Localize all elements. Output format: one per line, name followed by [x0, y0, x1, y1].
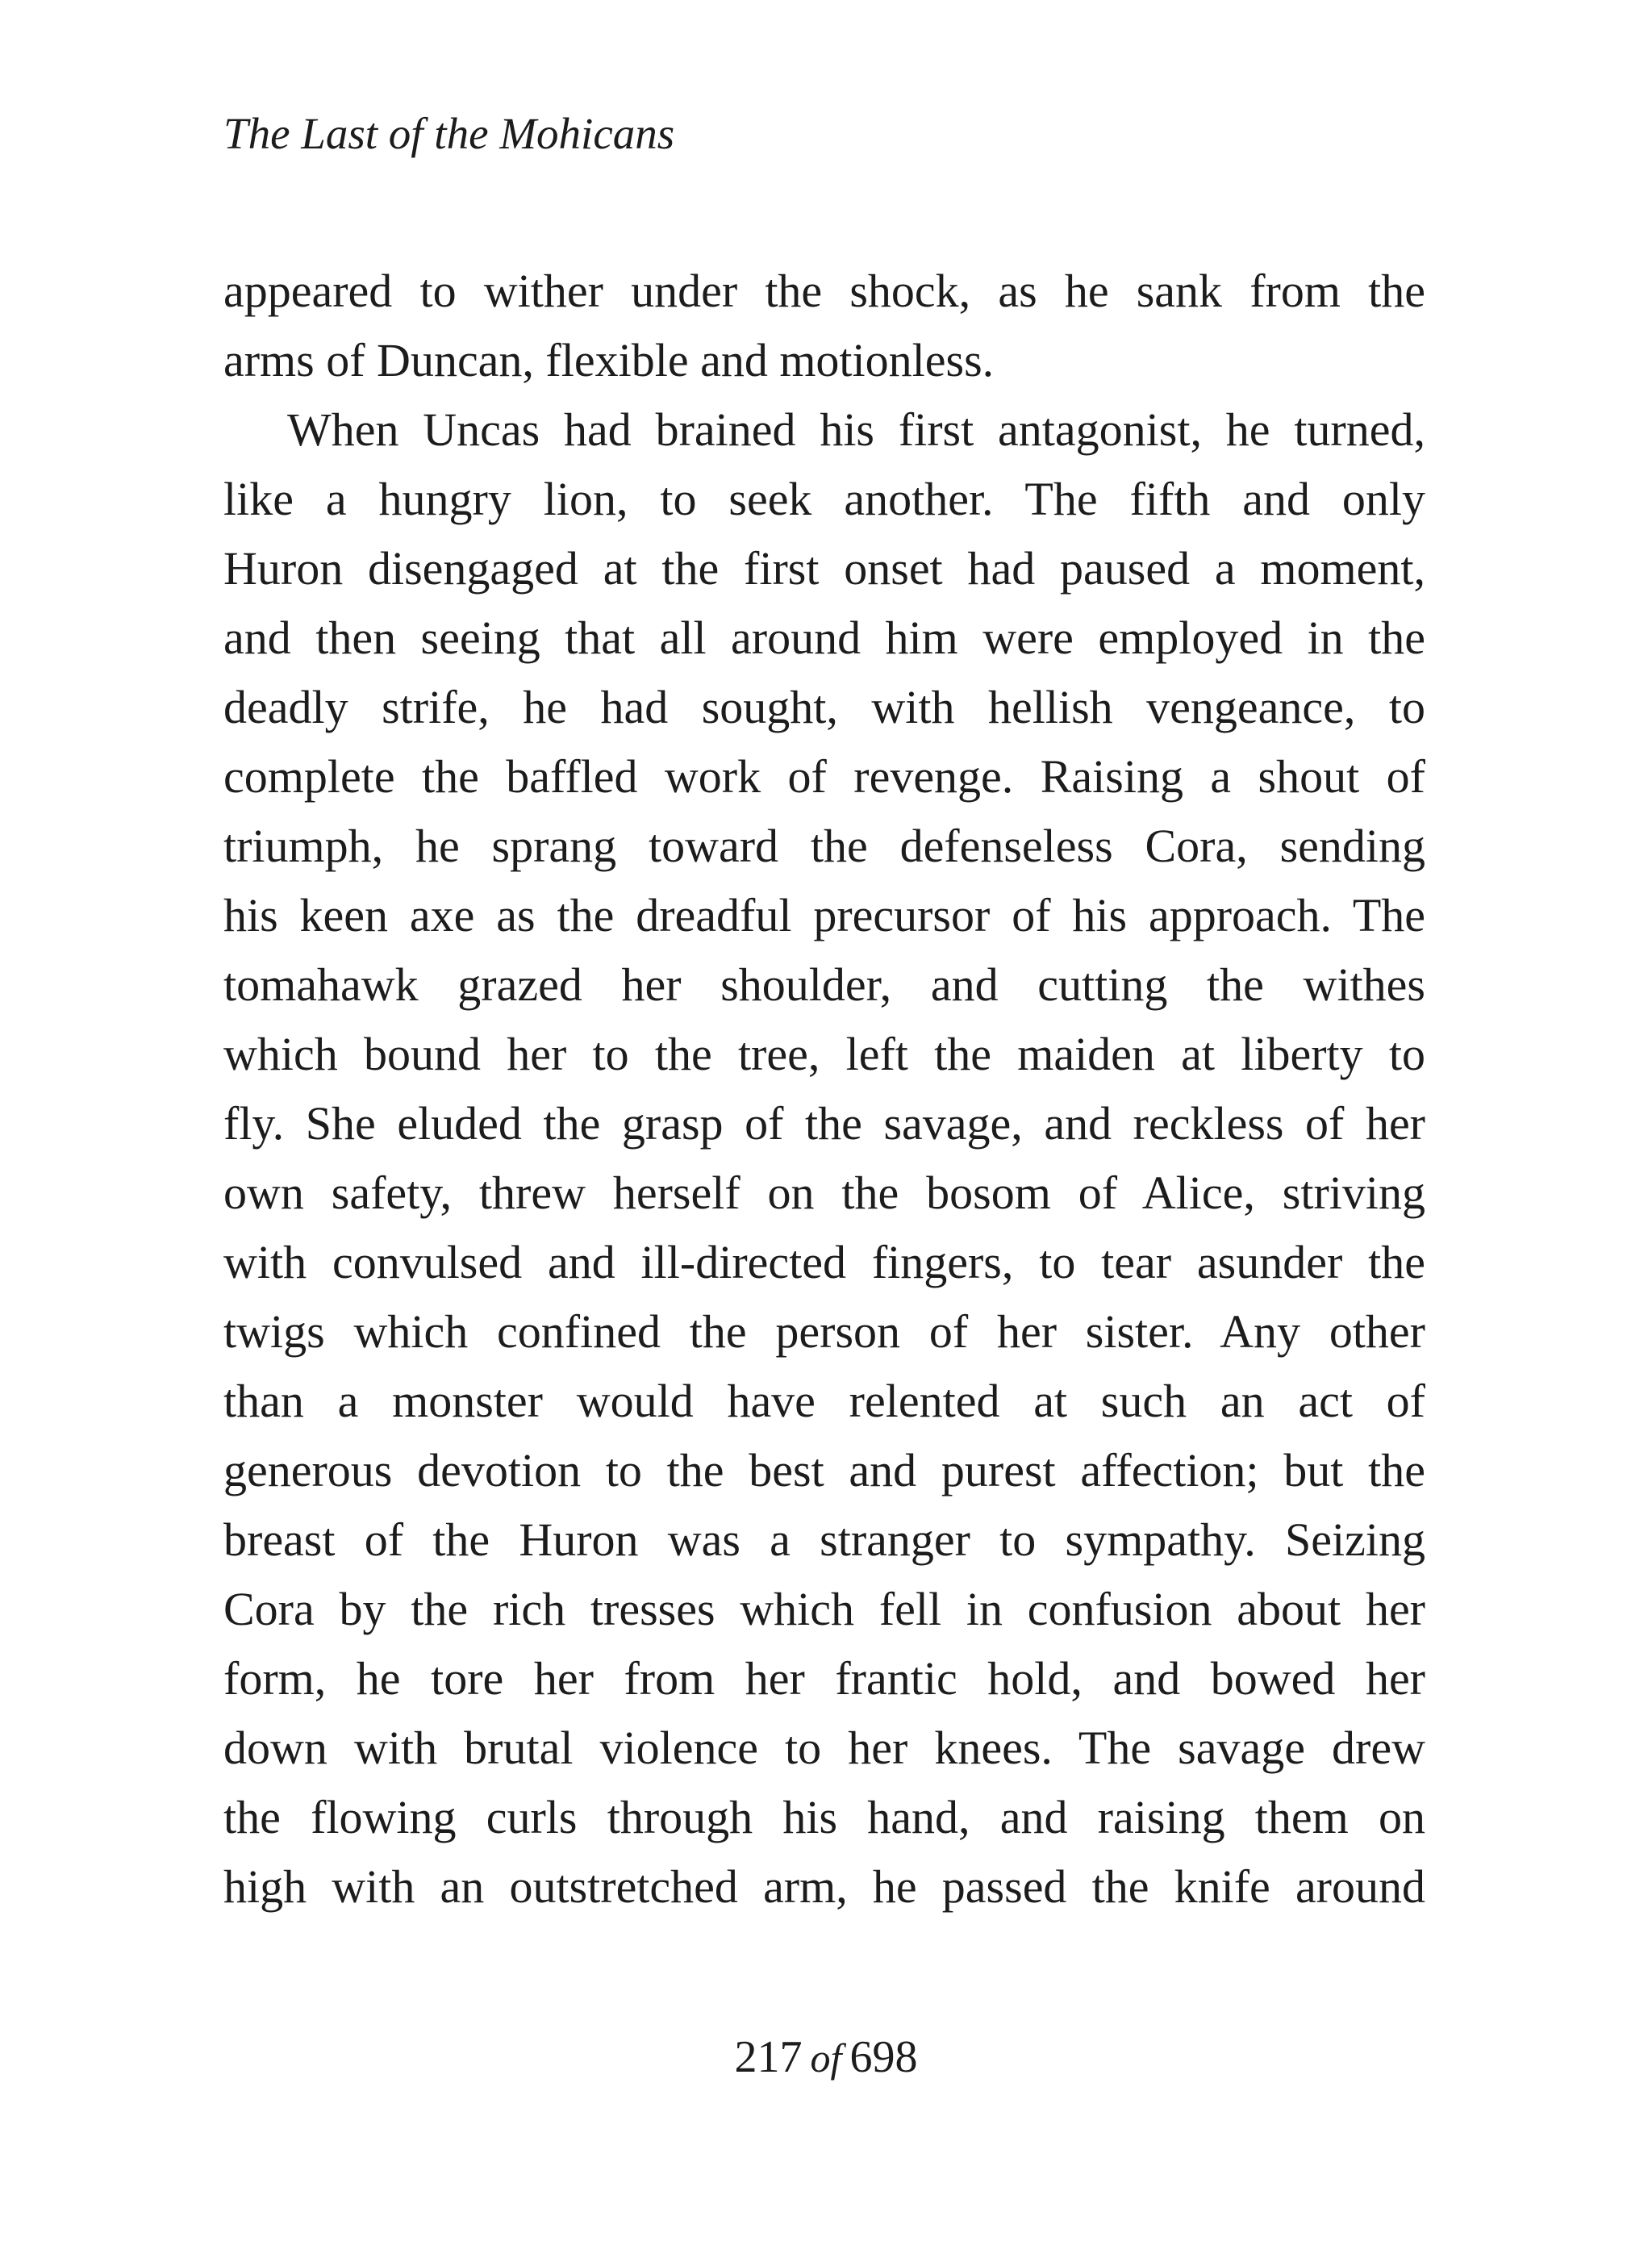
- text-line: than a monster would have relented at such an act of: [223, 1375, 1425, 1427]
- text-line: form, he tore her from her frantic hold, and bowed her: [223, 1652, 1425, 1705]
- text-line: complete the baffled work of revenge. Raising a shout of: [223, 750, 1425, 803]
- text-line: fly. She eluded the grasp of the savage, and reckless of her: [223, 1097, 1425, 1150]
- body-text: [223, 257, 1425, 1922]
- text-line: deadly strife, he had sought, with hellish vengeance, to: [223, 681, 1425, 733]
- text-line: Cora by the rich tresses which fell in confusion about her: [223, 1583, 1425, 1635]
- text-line: twigs which confined the person of her sister. Any other: [223, 1305, 1425, 1358]
- text-line: appeared to wither under the shock, as he sank from the: [223, 265, 1425, 317]
- text-line: triumph, he sprang toward the defenseless Cora, sending: [223, 820, 1425, 872]
- text-line: down with brutal violence to her knees. The savage drew: [223, 1722, 1425, 1774]
- text-line: When Uncas had brained his first antagonist, he turned,: [287, 403, 1425, 456]
- text-line: his keen axe as the dreadful precursor of his approach. The: [223, 889, 1425, 941]
- text-line: breast of the Huron was a stranger to sympathy. Seizing: [223, 1513, 1425, 1566]
- text-line: tomahawk grazed her shoulder, and cutting the withes: [223, 958, 1425, 1011]
- text-line: high with an outstretched arm, he passed the knife around: [223, 1860, 1425, 1913]
- text-line: arms of Duncan, flexible and motionless.: [223, 334, 995, 386]
- text-line: the flowing curls through his hand, and raising them on: [223, 1791, 1425, 1843]
- text-line: and then seeing that all around him were employed in the: [223, 612, 1425, 664]
- text-line: Huron disengaged at the first onset had paused a moment,: [223, 542, 1425, 595]
- text-line: like a hungry lion, to seek another. The fifth and only: [223, 473, 1425, 525]
- page-current: 217: [734, 2032, 803, 2082]
- running-title: The Last of the Mohicans: [223, 109, 675, 158]
- page-number: [0, 2025, 1652, 2090]
- page-total: 698: [849, 2032, 918, 2082]
- text-line: which bound her to the tree, left the maiden at liberty to: [223, 1028, 1425, 1080]
- text-line: own safety, threw herself on the bosom of Alice, striving: [223, 1167, 1425, 1219]
- text-line: generous devotion to the best and purest affection; but the: [223, 1444, 1425, 1496]
- text-line: with convulsed and ill-directed fingers, to tear asunder the: [223, 1236, 1425, 1288]
- page-of: of: [810, 2035, 842, 2081]
